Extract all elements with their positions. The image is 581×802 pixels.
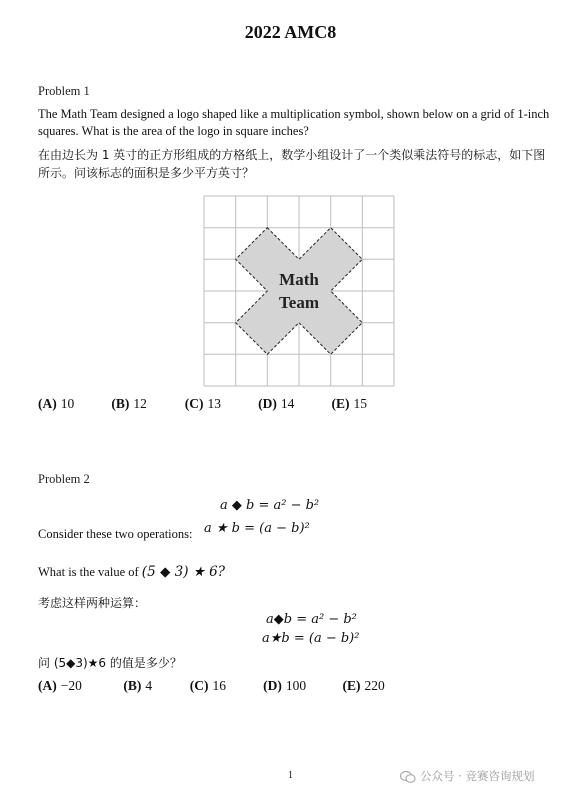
problem-2-chinese-intro: 考虑这样两种运算： xyxy=(38,596,147,610)
problem-1-english-text: The Math Team designed a logo shaped like a multiplication symbol, shown below on a grid of 1-inch squares. What is the area of the logo in square inches? xyxy=(38,107,550,138)
problem-2-chinese-question: 问 (5◆3)★6 的值是多少？ xyxy=(38,656,182,670)
choice-a: (A) 10 xyxy=(38,396,75,411)
problem-2-equation-star: a ★ b = (a − b)² xyxy=(204,521,310,536)
problem-2-equation-diamond: a ◆ b = a² − b² xyxy=(220,498,320,513)
choice-b: (B) 4 xyxy=(123,678,153,693)
choice-b: (B) 12 xyxy=(111,396,147,411)
watermark xyxy=(400,768,534,784)
math-team-logo-figure xyxy=(203,195,395,387)
choice-d: (D) 100 xyxy=(263,678,307,693)
choice-c: (C) 16 xyxy=(189,678,226,693)
choice-e: (E) 220 xyxy=(342,678,385,693)
logo-text-team: Team xyxy=(279,293,319,312)
choice-a: (A) −20 xyxy=(38,678,82,693)
watermark-text: 公众号 · 竞赛咨询规划 xyxy=(420,769,535,783)
page-title: 2022 AMC8 xyxy=(244,22,337,42)
choice-d: (D) 14 xyxy=(258,396,295,411)
logo-text-math: Math xyxy=(279,270,319,289)
problem-2-intro: Consider these two operations: xyxy=(38,527,193,541)
problem-1-chinese-text: 在由边长为 1 英寸的正方形组成的方格纸上，数学小组设计了一个类似乘法符号的标志，如下图所示。问该标志的面积是多少平方英寸？ xyxy=(38,148,546,180)
problem-2-chinese-equation-diamond: a◆b = a² − b² xyxy=(266,612,357,627)
choice-c: (C) 13 xyxy=(184,396,221,411)
problem-2-choices xyxy=(38,678,385,694)
page-number: 1 xyxy=(288,770,293,781)
problem-2-question: What is the value of (5 ◆ 3) ★ 6? xyxy=(38,564,225,580)
choice-e: (E) 15 xyxy=(331,396,367,411)
problem-2-label: Problem 2 xyxy=(38,472,90,486)
problem-2-chinese-equation-star: a★b = (a − b)² xyxy=(262,631,360,646)
problem-1-label: Problem 1 xyxy=(38,84,90,98)
problem-1-choices xyxy=(38,396,367,412)
wechat-icon xyxy=(400,770,416,784)
